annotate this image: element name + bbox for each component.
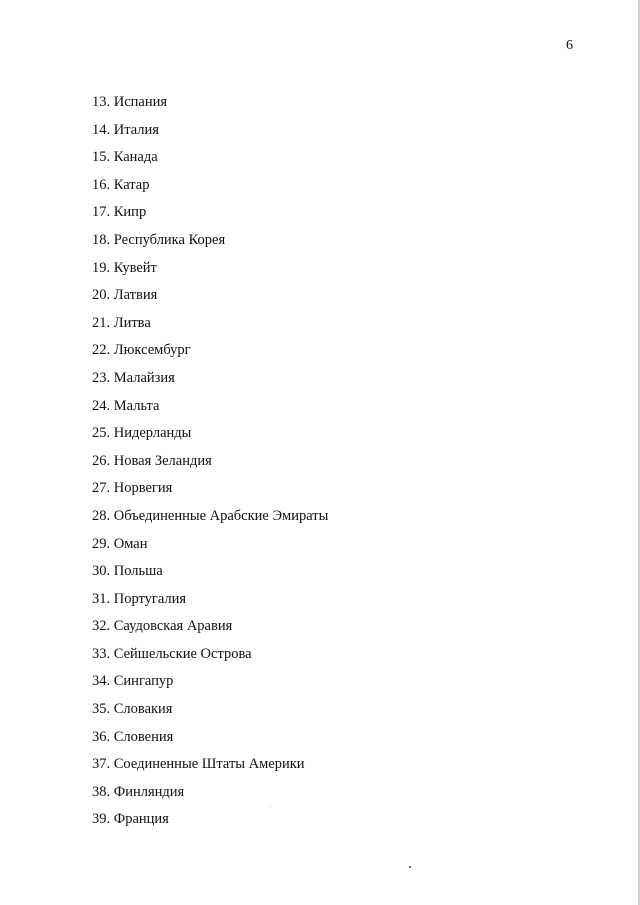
item-name: Испания bbox=[113, 94, 168, 110]
item-name: Сингапур bbox=[113, 673, 174, 690]
item-number: 24. bbox=[92, 397, 111, 414]
item-name: Малайзия bbox=[113, 369, 175, 386]
item-name: Польша bbox=[113, 563, 163, 580]
list-item bbox=[92, 784, 328, 812]
list-item bbox=[92, 508, 328, 536]
list-item bbox=[92, 701, 328, 729]
item-number: 37. bbox=[92, 756, 111, 773]
item-number: 39. bbox=[92, 811, 111, 828]
item-name: Кувейт bbox=[113, 259, 157, 276]
item-name: Латвия bbox=[113, 287, 158, 304]
item-number: 21. bbox=[92, 314, 111, 331]
item-name: Саудовская Аравия bbox=[113, 618, 233, 635]
item-name: Катар bbox=[113, 176, 150, 193]
item-number: 25. bbox=[92, 425, 111, 442]
item-name: Новая Зеландия bbox=[113, 452, 212, 469]
item-name: Кипр bbox=[113, 204, 147, 221]
list-item bbox=[92, 398, 328, 426]
list-item bbox=[92, 673, 328, 701]
list-item bbox=[92, 122, 328, 150]
item-number: 29. bbox=[92, 535, 111, 552]
item-number: 26. bbox=[92, 452, 111, 469]
list-item bbox=[92, 811, 328, 839]
item-number: 20. bbox=[92, 287, 111, 304]
list-item bbox=[92, 94, 328, 122]
item-number: 23. bbox=[92, 369, 111, 386]
item-name: Словакия bbox=[113, 701, 173, 718]
scan-speck bbox=[270, 806, 271, 807]
item-name: Республика Корея bbox=[113, 231, 226, 248]
item-number: 22. bbox=[92, 342, 111, 359]
item-name: Оман bbox=[113, 535, 148, 552]
item-name: Финляндия bbox=[113, 783, 185, 800]
item-name: Нидерланды bbox=[113, 425, 192, 442]
item-number: 35. bbox=[92, 701, 111, 718]
item-number: 17. bbox=[92, 204, 111, 221]
scan-speck bbox=[409, 866, 411, 868]
item-number: 13. bbox=[92, 94, 111, 110]
item-name: Объединенные Арабские Эмираты bbox=[113, 507, 329, 524]
item-number: 38. bbox=[92, 783, 111, 800]
list-item bbox=[92, 232, 328, 260]
item-name: Люксембург bbox=[113, 342, 191, 359]
item-number: 15. bbox=[92, 149, 111, 166]
item-number: 36. bbox=[92, 728, 111, 745]
list-item bbox=[92, 618, 328, 646]
item-number: 32. bbox=[92, 618, 111, 635]
list-item bbox=[92, 260, 328, 288]
item-number: 28. bbox=[92, 507, 111, 524]
item-name: Словения bbox=[113, 728, 174, 745]
item-number: 18. bbox=[92, 231, 111, 248]
list-item bbox=[92, 646, 328, 674]
item-number: 14. bbox=[92, 121, 111, 138]
item-name: Франция bbox=[113, 811, 169, 828]
list-item bbox=[92, 480, 328, 508]
item-name: Литва bbox=[113, 314, 151, 331]
item-name: Канада bbox=[113, 149, 158, 166]
list-item bbox=[92, 536, 328, 564]
country-list bbox=[92, 94, 328, 839]
item-name: Португалия bbox=[113, 590, 187, 607]
page-number: 6 bbox=[566, 38, 573, 53]
item-number: 31. bbox=[92, 590, 111, 607]
list-item bbox=[92, 563, 328, 591]
item-number: 27. bbox=[92, 480, 111, 497]
list-item bbox=[92, 729, 328, 757]
list-item bbox=[92, 177, 328, 205]
item-name: Италия bbox=[113, 121, 159, 138]
list-item bbox=[92, 425, 328, 453]
list-item bbox=[92, 756, 328, 784]
list-item bbox=[92, 453, 328, 481]
list-item bbox=[92, 204, 328, 232]
item-number: 30. bbox=[92, 563, 111, 580]
item-name: Сейшельские Острова bbox=[113, 645, 252, 662]
item-name: Норвегия bbox=[113, 480, 173, 497]
list-item bbox=[92, 287, 328, 315]
list-item bbox=[92, 591, 328, 619]
list-item bbox=[92, 370, 328, 398]
item-number: 34. bbox=[92, 673, 111, 690]
item-name: Мальта bbox=[113, 397, 160, 414]
item-name: Соединенные Штаты Америки bbox=[113, 756, 305, 773]
item-number: 19. bbox=[92, 259, 111, 276]
list-item bbox=[92, 149, 328, 177]
list-item bbox=[92, 315, 328, 343]
list-item bbox=[92, 342, 328, 370]
item-number: 16. bbox=[92, 176, 111, 193]
item-number: 33. bbox=[92, 645, 111, 662]
